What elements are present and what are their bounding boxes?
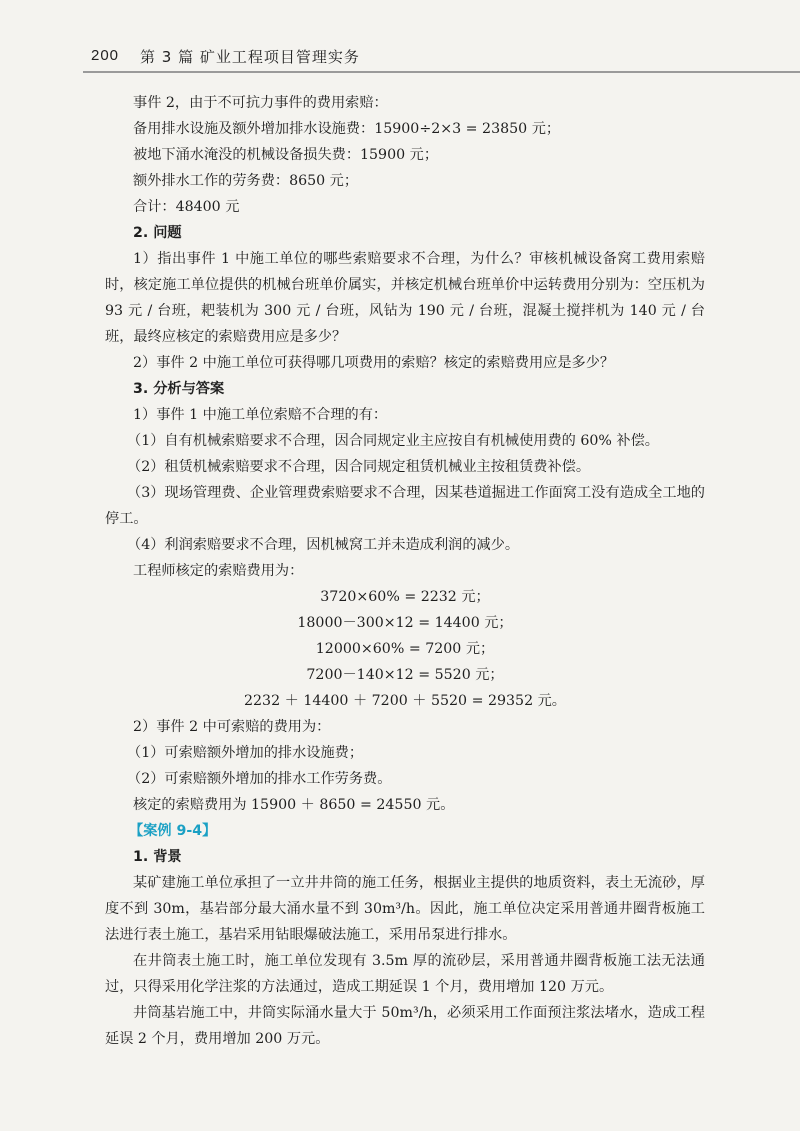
engineer-line: 工程师核定的索赔费用为：	[133, 563, 304, 579]
question-1: 1）指出事件 1 中施工单位的哪些索赔要求不合理，为什么？审核机械设备窝工费用索赔时，核定施工单位提供的机械台班单价属实，并核定机械台班单价中运转费用分别为：空压机为 93 元 / 台班，耙装机为 300 元 / 台班，风钻为 190 元 / 台班，混凝土搅拌机为 140 元 / 台班，最终应核定的索赔费用应是多少？	[105, 251, 705, 345]
answer-2-item: （2）可索赔额外增加的排水工作劳务费。	[127, 771, 392, 787]
case-title: 【案例 9-4】	[129, 823, 217, 839]
background-paragraph: 井筒基岩施工中，井筒实际涌水量大于 50m³/h，必须采用工作面预注浆法堵水，造成工程延误 2 个月，费用增加 200 万元。	[105, 1005, 705, 1047]
background-paragraph: 在井筒表土施工时，施工单位发现有 3.5m 厚的流砂层，采用普通井圈背板施工法无法通过，只得采用化学注浆的方法通过，造成工期延误 1 个月，费用增加 120 万元。	[105, 953, 705, 995]
event2-title: 事件 2，由于不可抗力事件的费用索赔：	[133, 95, 388, 111]
event2-item-labor: 额外排水工作的劳务费：8650 元；	[133, 173, 359, 189]
answer-2-item: （1）可索赔额外增加的排水设施费；	[127, 745, 364, 761]
calc-line: 2232 ＋ 14400 ＋ 7200 ＋ 5520 = 29352 元。	[244, 693, 566, 709]
page-body	[105, 90, 705, 1052]
answer-1-item: （4）利润索赔要求不合理，因机械窝工并未造成利润的减少。	[127, 537, 520, 553]
calc-line: 18000－300×12 = 14400 元；	[297, 615, 513, 631]
event2-item-equipment: 被地下涌水淹没的机械设备损失费：15900 元；	[133, 147, 439, 163]
answer-1-intro: 1）事件 1 中施工单位索赔不合理的有：	[133, 407, 388, 423]
background-paragraph: 某矿建施工单位承担了一立井井筒的施工任务，根据业主提供的地质资料，表土无流砂，厚度不到 30m，基岩部分最大涌水量不到 30m³/h。因此，施工单位决定采用普通井圈背板施工法进行表土施工，基岩采用钻眼爆破法施工，采用吊泵进行排水。	[105, 875, 705, 943]
answer-2-intro: 2）事件 2 中可索赔的费用为：	[133, 719, 331, 735]
answer-1-item: （3）现场管理费、企业管理费索赔要求不合理，因某巷道掘进工作面窝工没有造成全工地的停工。	[105, 485, 705, 527]
page-number: 200	[91, 47, 120, 64]
answer-2-total: 核定的索赔费用为 15900 ＋ 8650 = 24550 元。	[133, 797, 455, 813]
question-2: 2）事件 2 中施工单位可获得哪几项费用的索赔？核定的索赔费用应是多少？	[133, 355, 615, 371]
section-answers-heading: 3. 分析与答案	[133, 381, 225, 397]
section-questions-heading: 2. 问题	[133, 225, 182, 241]
chapter-title: 第 3 篇 矿业工程项目管理实务	[140, 48, 360, 66]
answer-1-item: （1）自有机械索赔要求不合理，因合同规定业主应按自有机械使用费的 60% 补偿。	[127, 433, 659, 449]
event2-total: 合计：48400 元	[133, 199, 240, 215]
answer-1-item: （2）租赁机械索赔要求不合理，因合同规定租赁机械业主按租赁费补偿。	[127, 459, 591, 475]
calc-line: 7200－140×12 = 5520 元；	[306, 667, 504, 683]
calc-line: 12000×60% = 7200 元；	[315, 641, 495, 657]
event2-item-drainage: 备用排水设施及额外增加排水设施费：15900÷2×3 = 23850 元；	[133, 121, 561, 137]
page-header	[0, 0, 800, 72]
background-heading: 1. 背景	[133, 849, 182, 865]
header-rule	[83, 71, 800, 73]
calc-line: 3720×60% = 2232 元；	[320, 589, 490, 605]
